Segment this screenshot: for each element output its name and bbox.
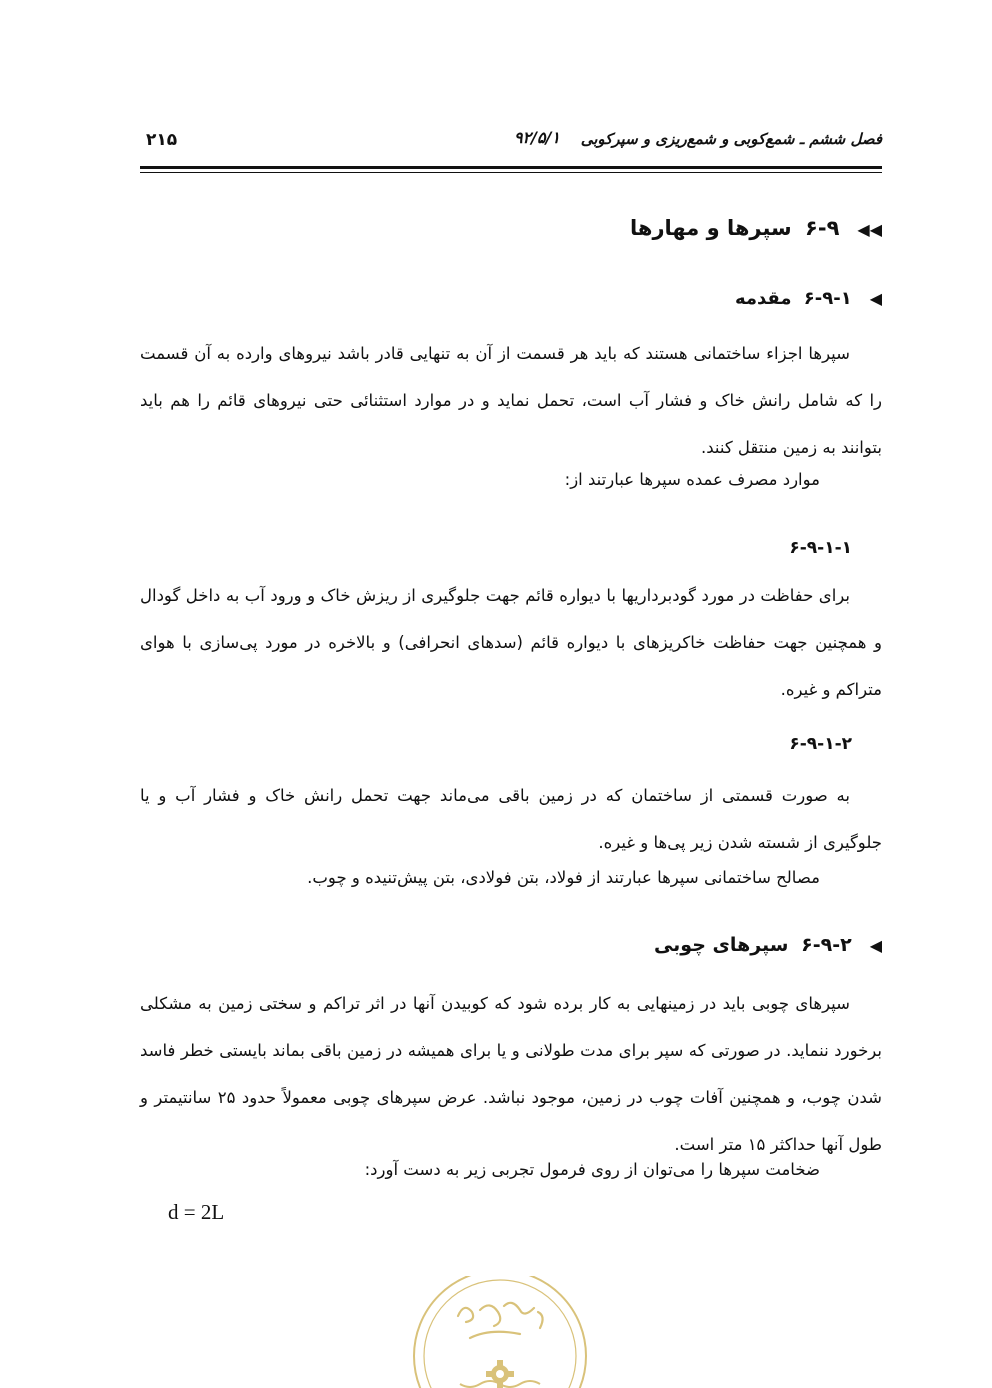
wood-paragraph	[140, 980, 882, 1168]
arrow-left-icon: ◀	[869, 936, 882, 955]
page-number: ۲۱۵	[146, 130, 178, 150]
seal-graphic	[400, 1276, 600, 1388]
subsection2-title: سپرهای چوبی	[653, 934, 789, 956]
subsection-heading	[735, 288, 882, 309]
section-heading	[630, 216, 882, 240]
header-date: ۹۲/۵/۱	[513, 128, 560, 147]
arrow-left-icon: ◀	[869, 289, 882, 308]
item1-paragraph	[140, 572, 882, 713]
item2-paragraph	[140, 772, 882, 866]
formula-intro	[365, 1160, 852, 1179]
materials-text: مصالح ساختمانی سپرها عبارتند از فولاد، بتن فولادی، بتن پیش‌تنیده و چوب.	[307, 868, 820, 887]
page-header	[140, 128, 882, 158]
chapter-title: فصل ششم ـ شمع‌کوبی و شمع‌ریزی و سپرکوبی	[580, 130, 882, 148]
formula-intro-text: ضخامت سپرها را می‌توان از روی فرمول تجربی زیر به دست آورد:	[364, 1160, 820, 1179]
section-number: ۶-۹	[805, 216, 840, 240]
subsection-title: مقدمه	[734, 288, 792, 309]
intro-text: سپرها اجزاء ساختمانی هستند که باید هر قسمت از آن به تنهایی قادر باشد نیروهای وارده به آن قسمت را که شامل رانش خاک و فشار آب است، تحمل نماید و در موارد استثنائی حتی نیروهای قائم را هم باید بتوانند به زمین منتقل کنند.	[140, 344, 882, 457]
wood-text: سپرهای چوبی باید در زمینهایی به کار برده شود که کوبیدن آنها در اثر تراکم و سختی زمین به مشکلی برخورد ننماید. در صورتی که سپر برای مدت طولانی و یا برای همیشه در زمین باقی بماند بایستی خطر فاسد شدن چوب، و همچنین آفات چوب در زمین، موجود نباشد. عرض سپرهای چوبی معمولاً حدود ۲۵ سانتیمتر و طول آنها حداکثر ۱۵ متر است.	[140, 994, 882, 1154]
uses-intro	[565, 470, 852, 489]
item2-number: ۶-۹-۱-۲	[789, 734, 852, 754]
item1-text: برای حفاظت در مورد گودبرداریها با دیواره قائم جهت جلوگیری از ریزش خاک و ورود آب به داخل گودال و همچنین جهت حفاظت خاکریزهای با دیواره قائم (سدهای انحرافی) و بالاخره در مورد پی‌سازی با هوای متراکم و غیره.	[140, 586, 882, 699]
item2-text: به صورت قسمتی از ساختمان که در زمین باقی می‌ماند جهت تحمل رانش خاک و فشار آب و یا جلوگیری از شسته شدن زیر پی‌ها و غیره.	[140, 786, 882, 852]
subsection2-number: ۶-۹-۲	[801, 934, 852, 956]
uses-intro-text: موارد مصرف عمده سپرها عبارتند از:	[564, 470, 820, 489]
organization-seal-icon	[400, 1276, 600, 1388]
section-title: سپرها و مهارها	[630, 216, 792, 240]
item1-number: ۶-۹-۱-۱	[789, 538, 852, 558]
header-rule-thick	[140, 166, 882, 169]
subsection2-heading	[654, 934, 882, 956]
formula: d = 2L	[168, 1200, 225, 1224]
double-arrow-left-icon: ◀◀	[857, 220, 882, 239]
intro-paragraph	[140, 330, 882, 471]
subsection-number: ۶-۹-۱	[803, 288, 852, 309]
header-rule-thin	[140, 172, 882, 173]
materials-line	[307, 868, 852, 887]
